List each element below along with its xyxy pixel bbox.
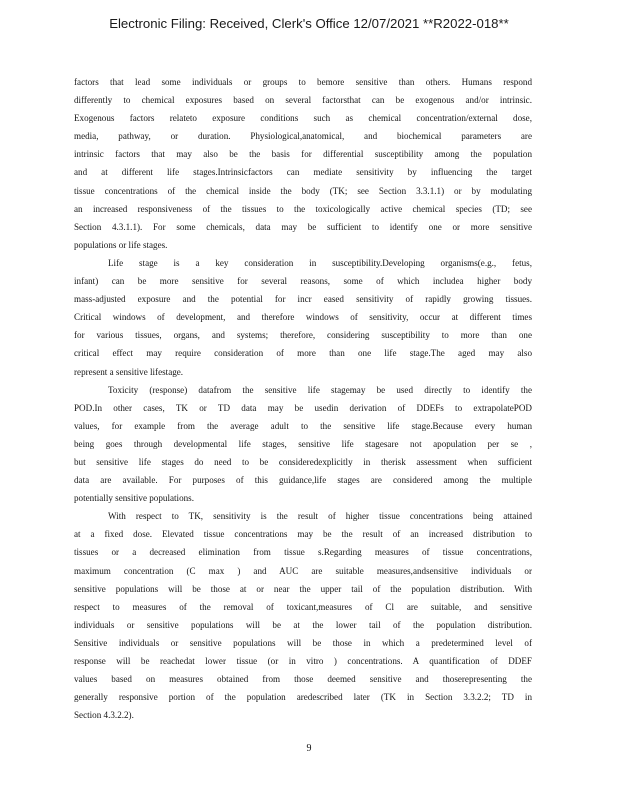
- text-line: individuals or sensitive populations will be at the lower tail of the population distribution.: [74, 619, 532, 630]
- text-line: for various tissues, organs, and systems; therefore, considering susceptibility to more than one: [74, 330, 532, 341]
- text-line: infant) can be more sensitive for several reasons, some of which includea higher body: [74, 276, 532, 287]
- text-line: being goes through developmental life stages, sensitive life stagesare not apopulation per se ,: [74, 438, 532, 449]
- text-line: mass-adjusted exposure and the potential for incr eased sensitivity of rapidly growing tissues.: [74, 294, 532, 305]
- text-line: tissue concentrations of the chemical inside the body (TK; see Section 3.3.1.1) or by modulating: [74, 185, 532, 196]
- text-line: tissues or a decreased elimination from tissue s.Regarding measures of tissue concentrations,: [74, 547, 532, 558]
- text-line: With respect to TK, sensitivity is the result of higher tissue concentrations being attained: [108, 511, 532, 522]
- text-line: Toxicity (response) datafrom the sensitive life stagemay be used directly to identify the: [108, 384, 532, 395]
- text-line: at a fixed dose. Elevated tissue concentrations may be the result of an increased distribution to: [74, 529, 532, 540]
- text-line: media, pathway, or duration. Physiological,anatomical, and biochemical parameters are: [74, 131, 532, 142]
- text-line: Sensitive individuals or sensitive populations will be those in which a predetermined level of: [74, 637, 532, 648]
- text-line: maximum concentration (C max ) and AUC are suitable measures,andsensitive individuals or: [74, 565, 532, 576]
- text-line: and at different life stages.Intrinsicfactors can mediate sensitivity by influencing the target: [74, 167, 532, 178]
- text-line: factors that lead some individuals or groups to bemore sensitive than others. Humans respond: [74, 77, 532, 87]
- text-line: Section 4.3.2.2).: [74, 710, 134, 721]
- text-line: Exogenous factors relateto exposure conditions such as chemical concentration/external dose,: [74, 113, 532, 124]
- text-line: values based on measures obtained from those deemed sensitive and thoserepresenting the: [74, 674, 532, 685]
- text-line: represent a sensitive lifestage.: [74, 366, 184, 377]
- text-line: an increased responsiveness of the tissues to the toxicologically active chemical species (TD; see: [74, 203, 532, 214]
- text-line: generally responsive portion of the population aredescribed later (TK in Section 3.3.2.2; TD in: [74, 692, 532, 703]
- text-line: Life stage is a key consideration in susceptibility.Developing organisms(e.g., fetus,: [108, 257, 532, 268]
- text-line: potentially sensitive populations.: [74, 493, 194, 504]
- text-line: differently to chemical exposures based on several factorsthat can be exogenous and/or intrinsic.: [74, 95, 532, 106]
- text-line: but sensitive life stages do need to be consideredexplicitly in therisk assessment when sufficient: [74, 456, 532, 467]
- text-line: respect to measures of the removal of toxicant,measures of Cl are suitable, and sensitive: [74, 601, 532, 612]
- document-body: [74, 73, 532, 724]
- text-line: values, for example from the average adult to the sensitive life stage.Because every human: [74, 420, 532, 431]
- filing-header: Electronic Filing: Received, Clerk's Office 12/07/2021 **R2022-018**: [109, 16, 509, 31]
- text-line: POD.In other cases, TK or TD data may be usedin derivation of DDEFs to extrapolatePOD: [74, 402, 532, 413]
- text-line: sensitive populations will be those at or near the upper tail of the population distribution. With: [74, 583, 532, 594]
- text-line: Critical windows of development, and therefore windows of sensitivity, occur at different times: [74, 312, 532, 323]
- text-line: response will be reachedat lower tissue (or in vitro ) concentrations. A quantification of DDEF: [74, 656, 532, 666]
- text-line: populations or life stages.: [74, 239, 168, 250]
- text-line: Section 4.3.1.1). For some chemicals, data may be sufficient to identify one or more sensitive: [74, 221, 532, 232]
- page-number: 9: [306, 743, 312, 754]
- text-line: data are available. For purposes of this guidance,life stages are considered among the multiple: [74, 475, 532, 486]
- text-line: intrinsic factors that may also be the basis for differential susceptibility among the population: [74, 149, 532, 160]
- text-line: critical effect may require consideration of more than one life stage.The aged may also: [74, 348, 532, 359]
